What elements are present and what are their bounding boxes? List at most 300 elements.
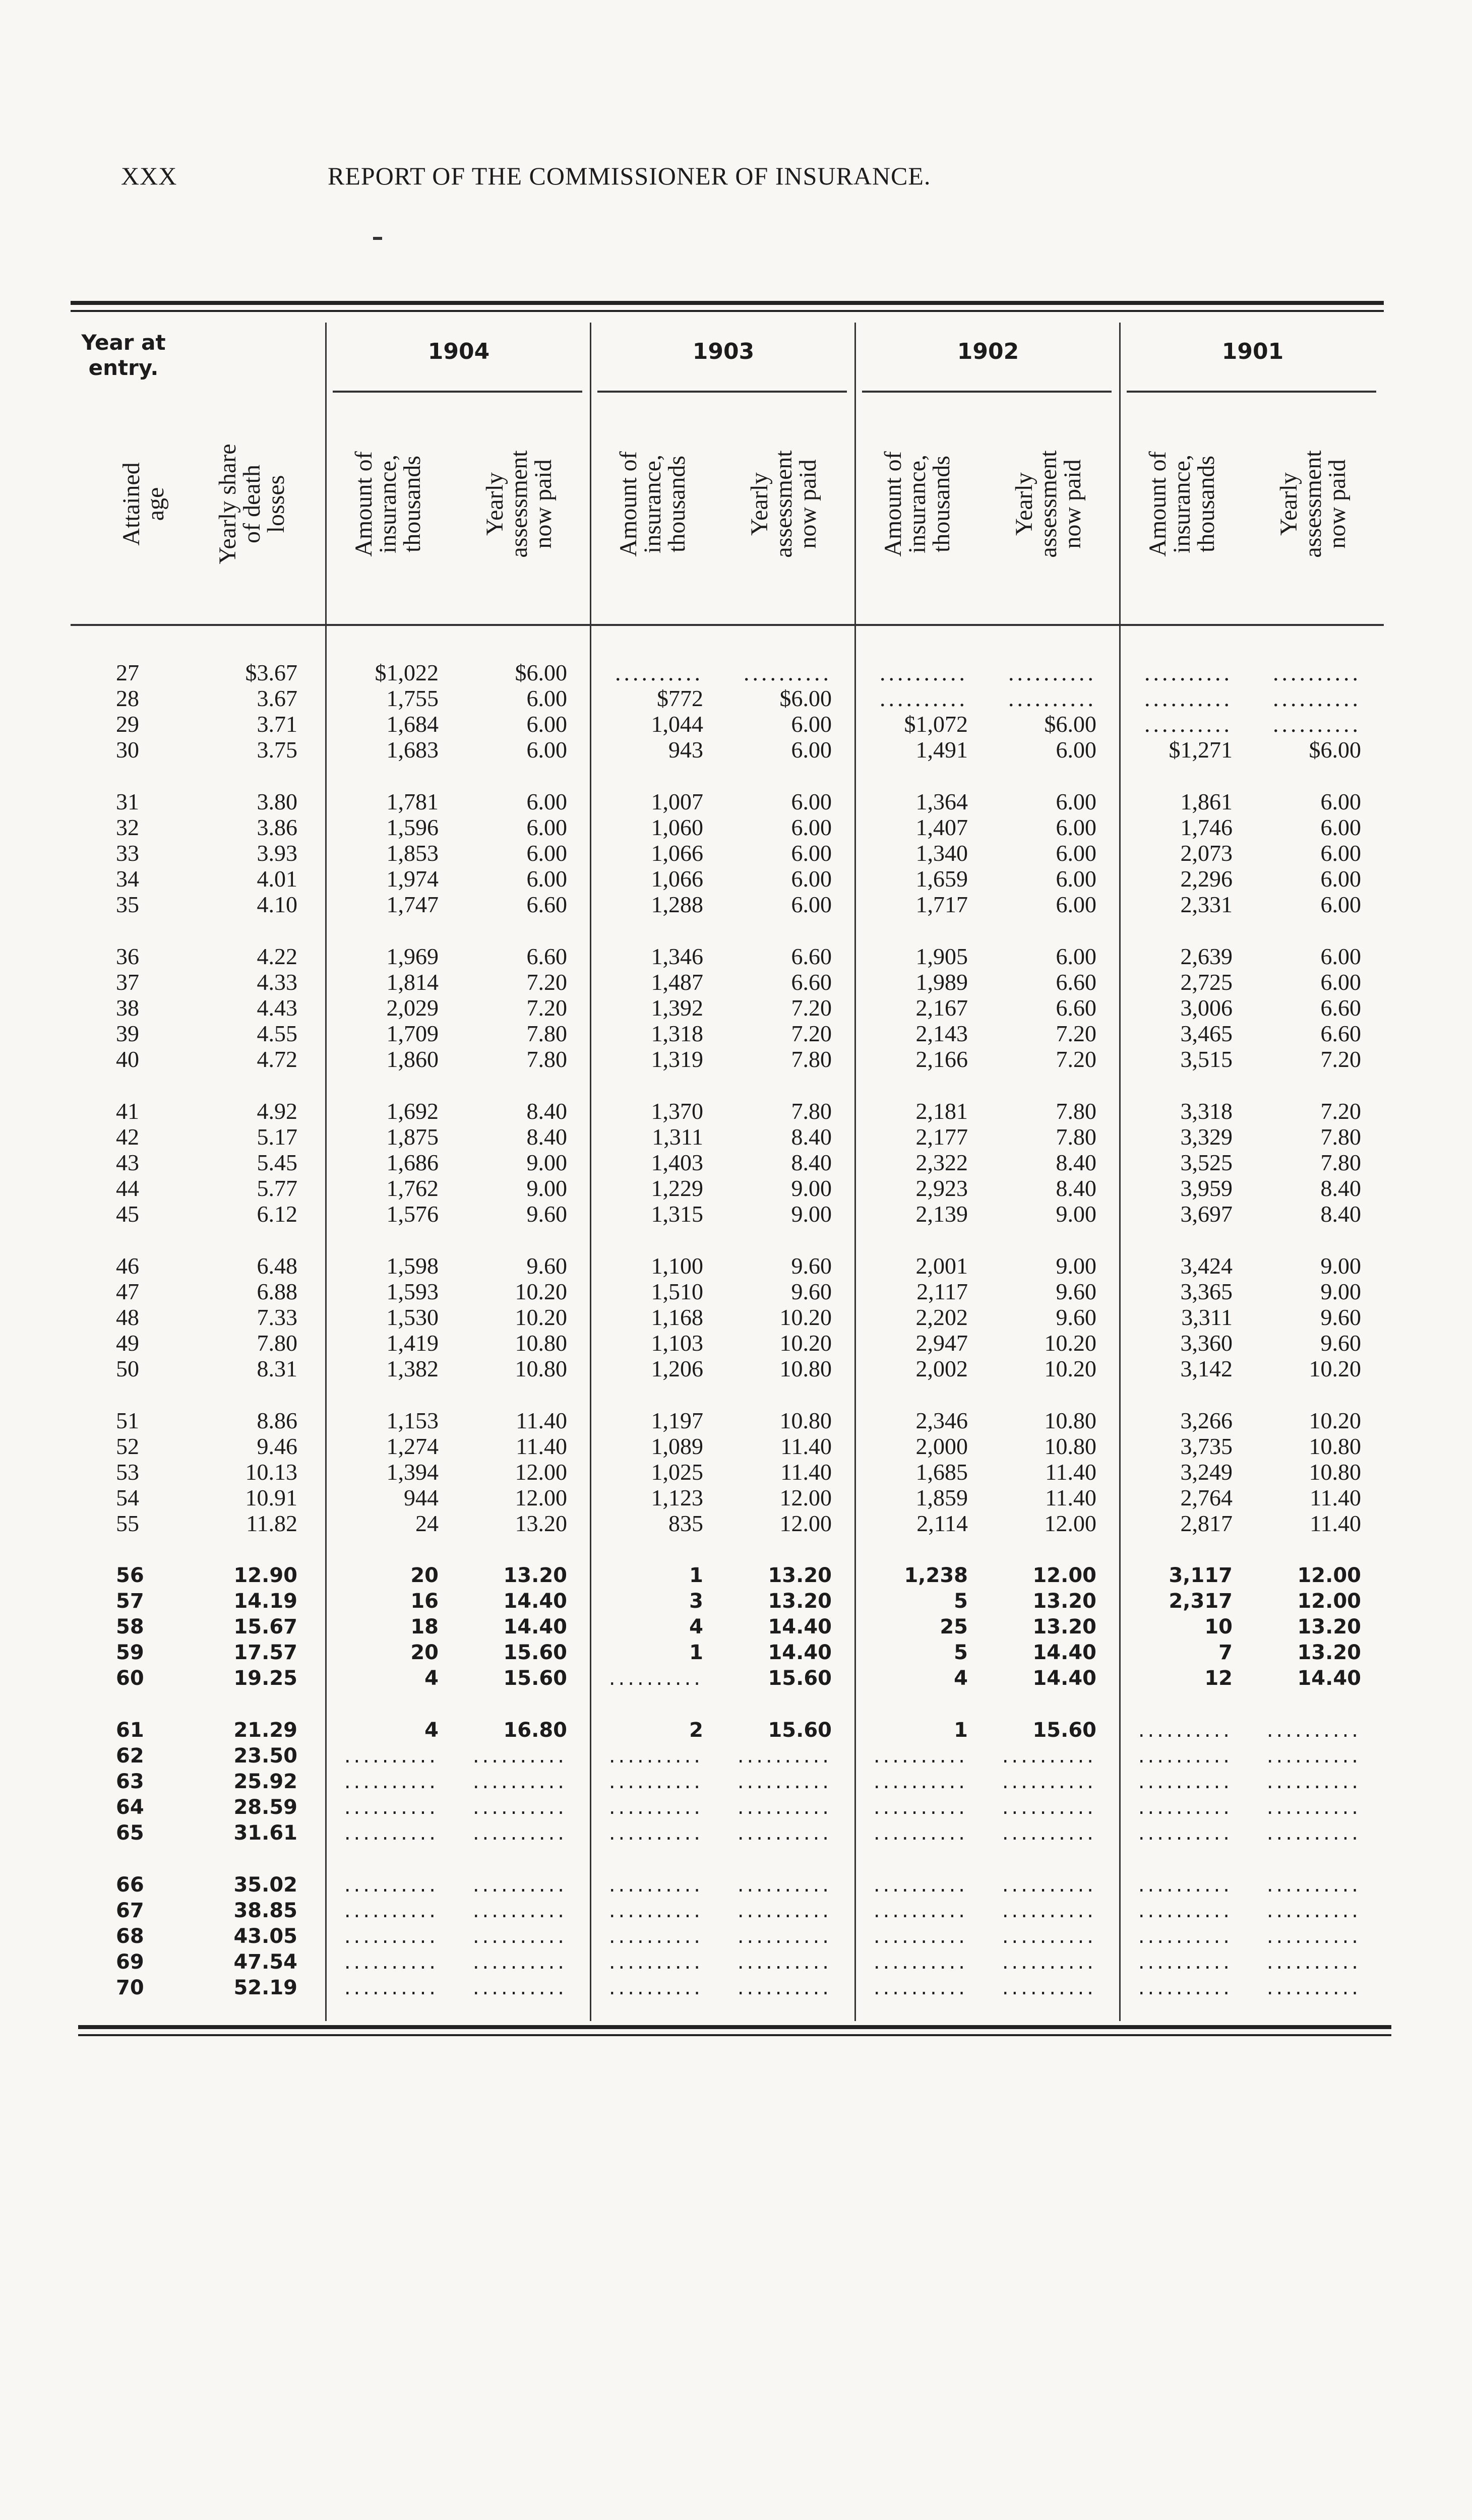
cell-amount-1903: ..........	[608, 1976, 703, 1999]
table-row	[0, 1898, 1472, 1923]
cell-amount-1903: ..........	[608, 1873, 703, 1897]
cell-assessment-1902: 9.00	[1056, 1253, 1096, 1279]
cell-attained-age: 27	[116, 660, 139, 685]
table-row	[0, 1718, 1472, 1743]
cell-attained-age: 60	[116, 1667, 144, 1690]
cell-yearly-share: 4.92	[257, 1098, 297, 1124]
table-row	[0, 1872, 1472, 1898]
cell-amount-1904: ..........	[344, 1925, 439, 1948]
cell-amount-1901: 2,764	[1180, 1485, 1233, 1510]
cell-assessment-1903: 6.00	[791, 840, 832, 866]
cell-assessment-1904: 7.80	[526, 1046, 567, 1072]
col-header-attained-age: Attained age	[118, 462, 169, 546]
cell-amount-1902: 2,143	[915, 1021, 968, 1046]
cell-assessment-1903: $6.00	[779, 685, 832, 711]
cell-amount-1901: 2,817	[1180, 1510, 1233, 1536]
period-rule	[862, 391, 1112, 393]
cell-assessment-1901: 8.40	[1320, 1175, 1361, 1201]
cell-assessment-1901: 7.20	[1320, 1046, 1361, 1072]
cell-assessment-1901: 9.60	[1320, 1330, 1361, 1356]
cell-attained-age: 28	[116, 685, 139, 711]
cell-assessment-1902: 7.20	[1056, 1046, 1096, 1072]
cell-assessment-1901: 7.20	[1320, 1098, 1361, 1124]
cell-assessment-1904: 10.20	[515, 1279, 567, 1304]
cell-attained-age: 68	[116, 1925, 144, 1948]
table-row	[0, 1614, 1472, 1640]
cell-amount-1901: 10	[1204, 1615, 1233, 1639]
cell-amount-1904: 1,747	[386, 892, 439, 917]
cell-assessment-1901: 10.20	[1309, 1408, 1361, 1433]
cell-assessment-1904: 10.20	[515, 1304, 567, 1330]
cell-amount-1903: 1,007	[651, 789, 703, 814]
cell-assessment-1902: 15.60	[1032, 1719, 1096, 1742]
table-row	[0, 789, 1472, 814]
cell-assessment-1901: 6.00	[1320, 892, 1361, 917]
cell-amount-1901: 3,365	[1180, 1279, 1233, 1304]
cell-amount-1902: 2,001	[915, 1253, 968, 1279]
table-row	[0, 1356, 1472, 1381]
cell-yearly-share: 12.90	[233, 1564, 297, 1587]
table-row	[0, 737, 1472, 763]
cell-amount-1903: 943	[668, 737, 703, 763]
cell-attained-age: 54	[116, 1485, 139, 1510]
cell-attained-age: 36	[116, 943, 139, 969]
cell-amount-1904: ..........	[344, 1899, 439, 1922]
cell-yearly-share: 6.88	[257, 1279, 297, 1304]
page-number: XXX	[121, 162, 177, 190]
cell-amount-1902: 2,923	[915, 1175, 968, 1201]
cell-amount-1902: 1,685	[915, 1459, 968, 1485]
cell-assessment-1902: 6.00	[1056, 814, 1096, 840]
col-header-assessment-1902: Yearly assessment now paid	[1011, 450, 1086, 558]
cell-amount-1904: 1,860	[386, 1046, 439, 1072]
cell-assessment-1901: ..........	[1266, 1796, 1361, 1819]
cell-assessment-1902: 7.80	[1056, 1124, 1096, 1150]
cell-amount-1903: $772	[657, 685, 703, 711]
table-row	[0, 1743, 1472, 1769]
cell-assessment-1901: 14.40	[1297, 1667, 1361, 1690]
cell-attained-age: 61	[116, 1719, 144, 1742]
cell-assessment-1901: 6.00	[1320, 789, 1361, 814]
cell-assessment-1903: ..........	[737, 1950, 832, 1974]
cell-assessment-1902: 6.00	[1056, 943, 1096, 969]
table-row	[0, 1150, 1472, 1175]
table-row	[0, 1202, 1472, 1227]
cell-assessment-1901: ..........	[1273, 660, 1361, 685]
cell-yearly-share: 43.05	[233, 1925, 297, 1948]
cell-amount-1904: ..........	[344, 1950, 439, 1974]
cell-amount-1902: ..........	[880, 685, 968, 711]
cell-attained-age: 35	[116, 892, 139, 917]
table-top-rule-thin	[71, 310, 1384, 312]
cell-amount-1904: 1,969	[386, 943, 439, 969]
cell-yearly-share: 4.55	[257, 1021, 297, 1046]
table-row	[0, 1666, 1472, 1691]
cell-yearly-share: 17.57	[233, 1641, 297, 1664]
cell-assessment-1903: 15.60	[768, 1719, 832, 1742]
cell-assessment-1903: 12.00	[779, 1510, 832, 1536]
cell-assessment-1904: 15.60	[503, 1641, 567, 1664]
cell-amount-1902: 2,166	[915, 1046, 968, 1072]
cell-assessment-1901: 9.00	[1320, 1279, 1361, 1304]
cell-assessment-1903: 7.80	[791, 1046, 832, 1072]
cell-assessment-1904: 7.80	[526, 1021, 567, 1046]
cell-assessment-1904: 12.00	[515, 1459, 567, 1485]
cell-yearly-share: 10.91	[245, 1485, 297, 1510]
table-row	[0, 1949, 1472, 1975]
cell-assessment-1902: 12.00	[1044, 1510, 1096, 1536]
cell-amount-1903: 1,066	[651, 866, 703, 892]
cell-assessment-1904: ..........	[472, 1744, 567, 1768]
cell-assessment-1901: ..........	[1273, 685, 1361, 711]
table-row	[0, 1460, 1472, 1485]
cell-amount-1904: 24	[415, 1510, 439, 1536]
cell-amount-1904: 1,686	[386, 1150, 439, 1175]
cell-amount-1903: 1,370	[651, 1098, 703, 1124]
cell-amount-1904: 1,853	[386, 840, 439, 866]
cell-yearly-share: 28.59	[233, 1796, 297, 1819]
cell-assessment-1902: 6.60	[1056, 969, 1096, 995]
cell-amount-1902: 2,202	[915, 1304, 968, 1330]
cell-amount-1904: 1,781	[386, 789, 439, 814]
cell-amount-1901: ..........	[1144, 711, 1233, 737]
table-row	[0, 1795, 1472, 1820]
cell-amount-1904: ..........	[344, 1770, 439, 1793]
cell-amount-1902: 2,322	[915, 1150, 968, 1175]
cell-assessment-1903: 9.00	[791, 1201, 832, 1227]
cell-assessment-1901: 6.00	[1320, 840, 1361, 866]
col-header-amount-1903: Amount of insurance, thousands	[615, 451, 690, 557]
cell-attained-age: 51	[116, 1408, 139, 1433]
cell-amount-1902: 2,114	[916, 1510, 968, 1536]
table-row	[0, 1563, 1472, 1588]
cell-assessment-1904: 6.00	[526, 711, 567, 737]
cell-attained-age: 57	[116, 1590, 144, 1613]
cell-amount-1901: 3,424	[1180, 1253, 1233, 1279]
cell-assessment-1904: 6.60	[526, 943, 567, 969]
cell-assessment-1901: 6.00	[1320, 969, 1361, 995]
cell-assessment-1901: ..........	[1266, 1873, 1361, 1897]
cell-amount-1902: 2,000	[915, 1433, 968, 1459]
cell-attained-age: 64	[116, 1796, 144, 1819]
cell-attained-age: 59	[116, 1641, 144, 1664]
cell-amount-1904: 20	[410, 1564, 439, 1587]
cell-yearly-share: 3.71	[257, 711, 297, 737]
table-row	[0, 995, 1472, 1021]
cell-assessment-1904: 11.40	[516, 1433, 567, 1459]
table-row	[0, 1820, 1472, 1846]
cell-amount-1901: ..........	[1138, 1770, 1233, 1793]
cell-assessment-1901: 6.60	[1320, 1021, 1361, 1046]
cell-assessment-1903: 7.20	[791, 1021, 832, 1046]
cell-assessment-1901: 7.80	[1320, 1124, 1361, 1150]
cell-amount-1902: 1,407	[915, 814, 968, 840]
cell-yearly-share: 35.02	[233, 1873, 297, 1897]
cell-amount-1901: 2,331	[1180, 892, 1233, 917]
cell-amount-1903: ..........	[608, 1770, 703, 1793]
cell-assessment-1903: ..........	[737, 1744, 832, 1768]
table-top-rule	[71, 301, 1384, 305]
cell-assessment-1902: 11.40	[1045, 1459, 1096, 1485]
table-row	[0, 1589, 1472, 1614]
cell-amount-1903: 1	[689, 1641, 703, 1664]
cell-amount-1903: 1,487	[651, 969, 703, 995]
cell-amount-1903: 3	[689, 1590, 703, 1613]
cell-amount-1903: 1,319	[651, 1046, 703, 1072]
period-rule	[1127, 391, 1376, 393]
cell-amount-1901: ..........	[1138, 1950, 1233, 1974]
cell-amount-1903: ..........	[608, 1821, 703, 1845]
cell-attained-age: 41	[116, 1098, 139, 1124]
cell-amount-1901: ..........	[1138, 1744, 1233, 1768]
cell-amount-1901: 3,735	[1180, 1433, 1233, 1459]
cell-assessment-1903: ..........	[737, 1873, 832, 1897]
cell-amount-1902: 2,177	[915, 1124, 968, 1150]
cell-amount-1901: ..........	[1144, 685, 1233, 711]
cell-amount-1902: 1,859	[915, 1485, 968, 1510]
cell-assessment-1901: 10.80	[1309, 1433, 1361, 1459]
cell-assessment-1902: 6.00	[1056, 866, 1096, 892]
cell-assessment-1901: 6.00	[1320, 943, 1361, 969]
cell-assessment-1903: 6.60	[791, 943, 832, 969]
cell-assessment-1902: 6.00	[1056, 737, 1096, 763]
cell-yearly-share: 3.86	[257, 814, 297, 840]
cell-assessment-1903: 10.20	[779, 1330, 832, 1356]
cell-yearly-share: 7.33	[257, 1304, 297, 1330]
cell-assessment-1902: 6.00	[1056, 789, 1096, 814]
year-at-entry-header: Year at entry.	[81, 330, 166, 380]
cell-amount-1902: 4	[954, 1667, 968, 1690]
table-row	[0, 1485, 1472, 1510]
cell-assessment-1903: ..........	[737, 1925, 832, 1948]
cell-yearly-share: 3.67	[257, 685, 297, 711]
cell-assessment-1904: ..........	[472, 1950, 567, 1974]
cell-amount-1903: 1,089	[651, 1433, 703, 1459]
cell-assessment-1902: 8.40	[1056, 1175, 1096, 1201]
cell-assessment-1902: 13.20	[1032, 1615, 1096, 1639]
cell-amount-1901: 3,266	[1180, 1408, 1233, 1433]
cell-assessment-1901: 10.20	[1309, 1356, 1361, 1381]
cell-assessment-1903: 6.00	[791, 814, 832, 840]
cell-amount-1904: 1,683	[386, 737, 439, 763]
table-bottom-rule	[78, 2025, 1391, 2029]
cell-attained-age: 44	[116, 1175, 139, 1201]
cell-amount-1901: 3,142	[1180, 1356, 1233, 1381]
cell-assessment-1904: $6.00	[515, 660, 567, 685]
cell-yearly-share: 6.48	[257, 1253, 297, 1279]
cell-amount-1903: 1,315	[651, 1201, 703, 1227]
cell-assessment-1901: 12.00	[1297, 1590, 1361, 1613]
table-bottom-rule-thin	[78, 2034, 1391, 2036]
cell-yearly-share: 31.61	[233, 1821, 297, 1845]
cell-assessment-1904: 9.60	[526, 1253, 567, 1279]
cell-assessment-1903: 6.00	[791, 789, 832, 814]
cell-assessment-1904: 6.00	[526, 789, 567, 814]
col-header-assessment-1903: Yearly assessment now paid	[746, 450, 821, 558]
cell-amount-1901: 3,959	[1180, 1175, 1233, 1201]
period-rule	[333, 391, 582, 393]
cell-amount-1902: 1	[954, 1719, 968, 1742]
table-row	[0, 970, 1472, 995]
cell-attained-age: 63	[116, 1770, 144, 1793]
cell-assessment-1904: 13.20	[515, 1510, 567, 1536]
cell-amount-1903: 835	[668, 1510, 703, 1536]
cell-yearly-share: 4.43	[257, 995, 297, 1021]
cell-assessment-1902: ..........	[1008, 685, 1096, 711]
cell-assessment-1902: ..........	[1008, 660, 1096, 685]
table-row	[0, 712, 1472, 737]
cell-amount-1903: 1,403	[651, 1150, 703, 1175]
cell-assessment-1902: 14.40	[1032, 1667, 1096, 1690]
cell-assessment-1901: 8.40	[1320, 1201, 1361, 1227]
cell-assessment-1903: 6.00	[791, 711, 832, 737]
cell-yearly-share: 21.29	[233, 1719, 297, 1742]
cell-amount-1901: 3,515	[1180, 1046, 1233, 1072]
cell-assessment-1901: ..........	[1266, 1976, 1361, 1999]
cell-amount-1902: ..........	[873, 1770, 968, 1793]
cell-assessment-1901: 9.60	[1320, 1304, 1361, 1330]
cell-assessment-1903: 15.60	[768, 1667, 832, 1690]
cell-assessment-1902: 6.60	[1056, 995, 1096, 1021]
cell-amount-1901: ..........	[1138, 1976, 1233, 1999]
cell-assessment-1901: ..........	[1266, 1719, 1361, 1742]
cell-attained-age: 30	[116, 737, 139, 763]
cell-amount-1903: 1,318	[651, 1021, 703, 1046]
cell-yearly-share: 7.80	[257, 1330, 297, 1356]
cell-amount-1904: 1,576	[386, 1201, 439, 1227]
cell-amount-1904: 1,530	[386, 1304, 439, 1330]
cell-amount-1904: 1,762	[386, 1175, 439, 1201]
cell-assessment-1904: ..........	[472, 1796, 567, 1819]
cell-amount-1904: 1,596	[386, 814, 439, 840]
cell-assessment-1901: ..........	[1273, 711, 1361, 737]
cell-amount-1901: 3,311	[1181, 1304, 1233, 1330]
cell-amount-1902: ..........	[873, 1899, 968, 1922]
cell-assessment-1903: 9.60	[791, 1253, 832, 1279]
cell-amount-1901: 3,117	[1169, 1564, 1233, 1587]
cell-amount-1903: 1,066	[651, 840, 703, 866]
cell-amount-1902: 1,659	[915, 866, 968, 892]
cell-yearly-share: 23.50	[233, 1744, 297, 1768]
cell-amount-1902: $1,072	[904, 711, 968, 737]
table-row	[0, 686, 1472, 711]
cell-amount-1901: ..........	[1138, 1821, 1233, 1845]
cell-assessment-1904: 6.00	[526, 685, 567, 711]
cell-amount-1902: 2,117	[916, 1279, 968, 1304]
cell-amount-1901: 3,697	[1180, 1201, 1233, 1227]
cell-attained-age: 47	[116, 1279, 139, 1304]
cell-attained-age: 43	[116, 1150, 139, 1175]
cell-amount-1901: ..........	[1138, 1796, 1233, 1819]
cell-assessment-1902: 6.00	[1056, 840, 1096, 866]
page-header	[121, 161, 1412, 202]
cell-attained-age: 34	[116, 866, 139, 892]
cell-yearly-share: 15.67	[233, 1615, 297, 1639]
cell-yearly-share: 5.17	[257, 1124, 297, 1150]
cell-assessment-1901: ..........	[1266, 1899, 1361, 1922]
cell-amount-1904: 18	[410, 1615, 439, 1639]
cell-amount-1902: 2,346	[915, 1408, 968, 1433]
cell-amount-1902: 2,139	[915, 1201, 968, 1227]
cell-attained-age: 56	[116, 1564, 144, 1587]
cell-assessment-1902: ..........	[1002, 1925, 1096, 1948]
cell-amount-1904: 1,274	[386, 1433, 439, 1459]
cell-assessment-1901: ..........	[1266, 1950, 1361, 1974]
cell-amount-1904: 1,814	[386, 969, 439, 995]
cell-amount-1903: 1,346	[651, 943, 703, 969]
cell-attained-age: 31	[116, 789, 139, 814]
cell-amount-1903: 1,100	[651, 1253, 703, 1279]
cell-attained-age: 65	[116, 1821, 144, 1845]
table-row	[0, 866, 1472, 892]
cell-assessment-1903: 6.00	[791, 737, 832, 763]
cell-amount-1902: 2,947	[915, 1330, 968, 1356]
cell-assessment-1901: 6.60	[1320, 995, 1361, 1021]
cell-assessment-1904: 9.00	[526, 1150, 567, 1175]
cell-assessment-1902: ..........	[1002, 1899, 1096, 1922]
cell-amount-1902: 5	[954, 1590, 968, 1613]
cell-amount-1901: 1,746	[1180, 814, 1233, 840]
cell-attained-age: 37	[116, 969, 139, 995]
cell-amount-1902: 2,167	[915, 995, 968, 1021]
cell-amount-1903: 1,168	[651, 1304, 703, 1330]
cell-amount-1902: 1,491	[915, 737, 968, 763]
table-row	[0, 815, 1472, 840]
cell-assessment-1903: ..........	[737, 1899, 832, 1922]
cell-amount-1904: 2,029	[386, 995, 439, 1021]
cell-assessment-1903: 13.20	[768, 1590, 832, 1613]
cell-amount-1901: 2,296	[1180, 866, 1233, 892]
cell-assessment-1902: $6.00	[1044, 711, 1096, 737]
cell-yearly-share: 4.01	[257, 866, 297, 892]
cell-yearly-share: 4.72	[257, 1046, 297, 1072]
cell-assessment-1902: ..........	[1002, 1796, 1096, 1819]
cell-amount-1903: 2	[689, 1719, 703, 1742]
cell-attained-age: 48	[116, 1304, 139, 1330]
cell-amount-1904: ..........	[344, 1796, 439, 1819]
cell-amount-1901: 2,073	[1180, 840, 1233, 866]
cell-assessment-1904: 10.80	[515, 1356, 567, 1381]
cell-amount-1903: 1	[689, 1564, 703, 1587]
cell-amount-1902: ..........	[873, 1796, 968, 1819]
cell-attained-age: 33	[116, 840, 139, 866]
cell-amount-1904: ..........	[344, 1976, 439, 1999]
cell-attained-age: 40	[116, 1046, 139, 1072]
table-row	[0, 1975, 1472, 2000]
cell-assessment-1902: ..........	[1002, 1744, 1096, 1768]
cell-assessment-1901: 9.00	[1320, 1253, 1361, 1279]
cell-amount-1903: 4	[689, 1615, 703, 1639]
cell-assessment-1903: ..........	[737, 1796, 832, 1819]
cell-assessment-1904: 10.80	[515, 1330, 567, 1356]
period-header-1902: 1902	[957, 339, 1019, 364]
cell-amount-1902: 1,340	[915, 840, 968, 866]
cell-assessment-1902: ..........	[1002, 1950, 1096, 1974]
cell-amount-1904: 1,684	[386, 711, 439, 737]
cell-assessment-1903: ..........	[737, 1770, 832, 1793]
cell-amount-1901: 3,465	[1180, 1021, 1233, 1046]
col-header-amount-1902: Amount of insurance, thousands	[880, 451, 955, 557]
col-header-assessment-1901: Yearly assessment now paid	[1275, 450, 1351, 558]
cell-amount-1903: 1,206	[651, 1356, 703, 1381]
cell-assessment-1904: ..........	[472, 1821, 567, 1845]
table-row	[0, 1408, 1472, 1433]
cell-attained-age: 62	[116, 1744, 144, 1768]
table-row	[0, 1305, 1472, 1330]
cell-assessment-1902: 10.80	[1044, 1408, 1096, 1433]
cell-assessment-1904: 7.20	[526, 969, 567, 995]
cell-amount-1904: 1,974	[386, 866, 439, 892]
